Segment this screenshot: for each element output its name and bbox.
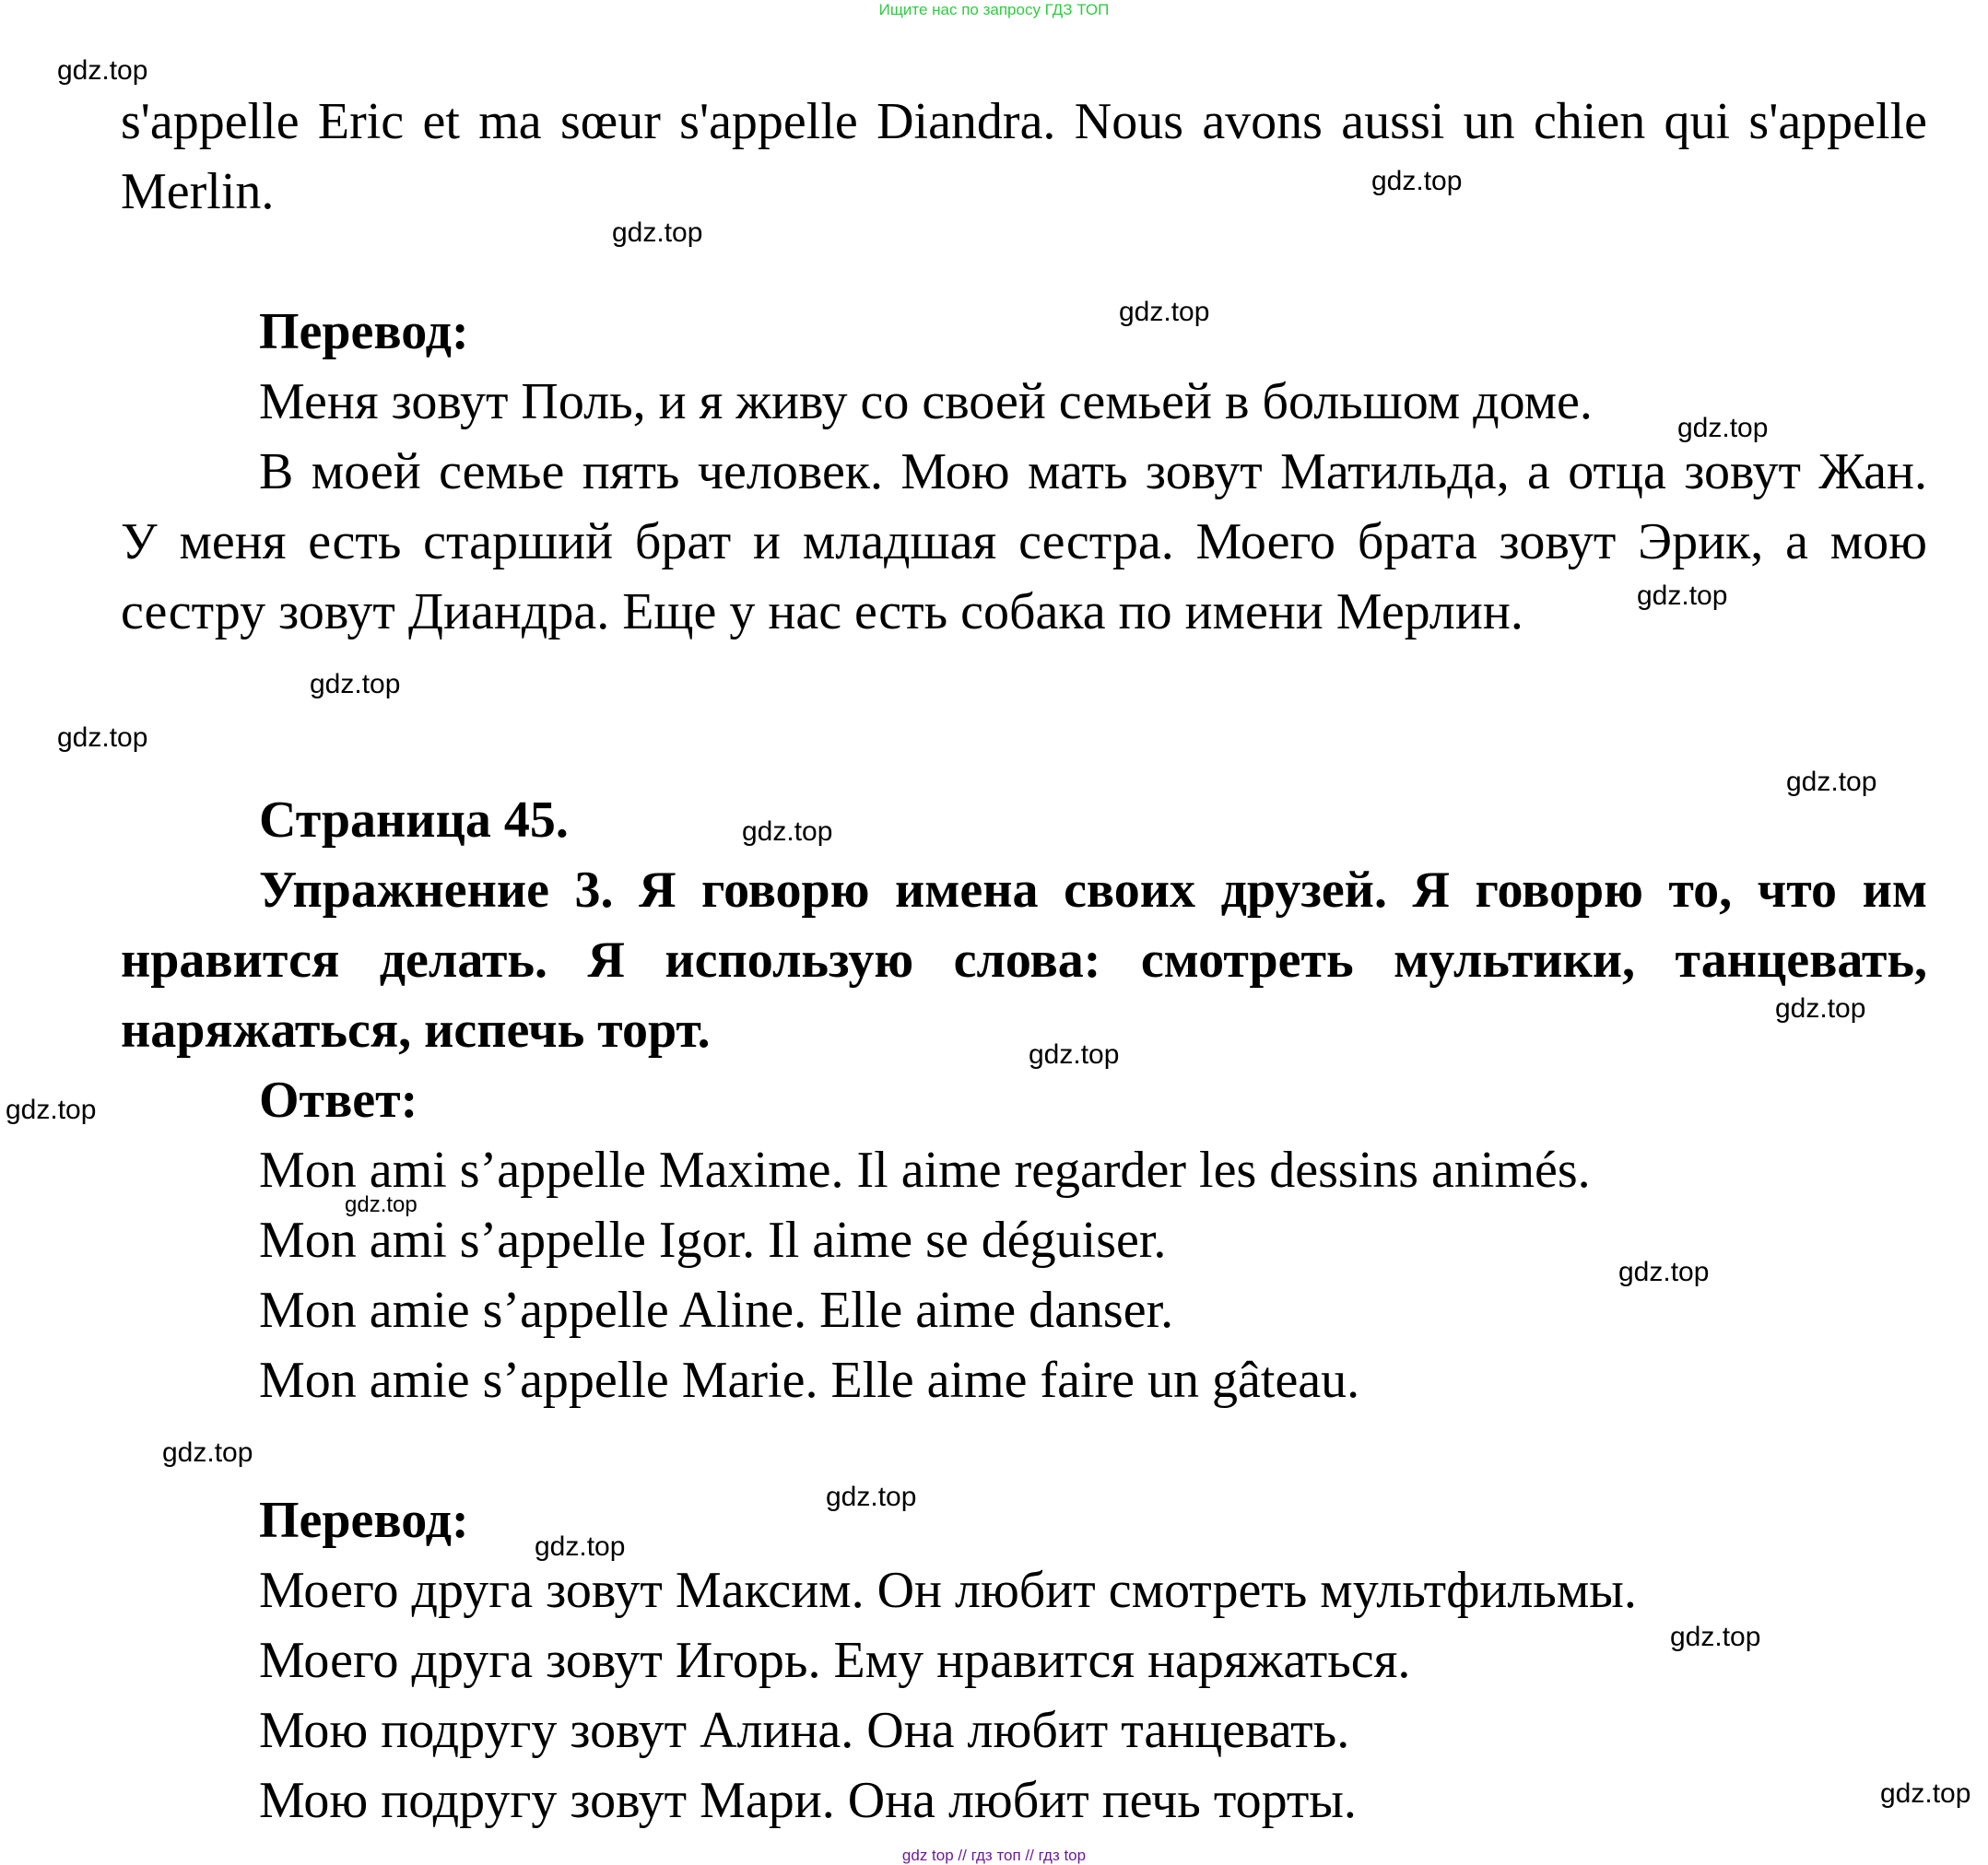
exercise-line: Упражнение 3. Я говорю имена своих друзей. Я говорю то, что им [259,862,1927,919]
watermark: gdz.top [742,816,833,847]
watermark: gdz.top [1775,993,1866,1024]
page-heading: Страница 45. [259,792,569,849]
watermark: gdz.top [1029,1039,1120,1070]
watermark: gdz.top [1618,1257,1710,1287]
intro-line-1: s'appelle Eric et ma sœur s'appelle Diandra. Nous avons aussi un chien qui s'appelle [121,93,1927,150]
watermark: gdz.top [1880,1778,1971,1809]
watermark: gdz.top [1670,1622,1761,1652]
watermark: gdz.top [1786,767,1877,797]
answer-line: Mon ami s’appelle Igor. Il aime se déguiser. [259,1212,1167,1269]
watermark: gdz.top [1637,581,1728,611]
watermark: gdz.top [6,1095,97,1125]
translation-heading: Перевод: [259,1492,469,1549]
watermark: gdz.top [612,217,703,248]
watermark: gdz.top [310,669,401,699]
translation-heading: Перевод: [259,303,469,360]
top-banner: Ищите нас по запросу ГДЗ ТОП [878,1,1110,18]
answer-line: Mon ami s’appelle Maxime. Il aime regarder les dessins animés. [259,1142,1591,1199]
translation-line: Мою подругу зовут Мари. Она любит печь торты. [259,1772,1357,1829]
translation-line: У меня есть старший брат и младшая сестра. Моего брата зовут Эрик, а мою [121,513,1927,570]
intro-line-2: Merlin. [121,163,275,220]
watermark: gdz.top [1371,166,1463,196]
answer-line: Mon amie s’appelle Marie. Elle aime faire un gâteau. [259,1352,1360,1409]
translation-line: Моего друга зовут Игорь. Ему нравится наряжаться. [259,1632,1411,1689]
footer-links: gdz top // гдз топ // гдз top [901,1847,1087,1864]
translation-line: В моей семье пять человек. Мою мать зовут Матильда, а отца зовут Жан. [259,443,1927,500]
watermark: gdz.top [1119,297,1210,327]
watermark: gdz.top [57,722,148,753]
watermark: gdz.top [535,1531,626,1562]
answer-heading: Ответ: [259,1072,418,1129]
watermark: gdz.top [1677,413,1769,443]
translation-line: Моего друга зовут Максим. Он любит смотреть мультфильмы. [259,1562,1637,1619]
exercise-line: нравится делать. Я использую слова: смотреть мультики, танцевать, [121,932,1927,989]
answer-line: Mon amie s’appelle Aline. Elle aime danser. [259,1282,1174,1339]
exercise-line: наряжаться, испечь торт. [121,1002,711,1059]
watermark: gdz.top [826,1482,917,1512]
watermark: gdz.top [162,1437,253,1468]
watermark: gdz.top [345,1192,418,1217]
translation-line: Меня зовут Поль, и я живу со своей семьей в большом доме. [259,373,1593,430]
translation-line: сестру зовут Диандра. Еще у нас есть собака по имени Мерлин. [121,583,1523,640]
translation-line: Мою подругу зовут Алина. Она любит танцевать. [259,1702,1350,1759]
watermark: gdz.top [57,55,148,86]
